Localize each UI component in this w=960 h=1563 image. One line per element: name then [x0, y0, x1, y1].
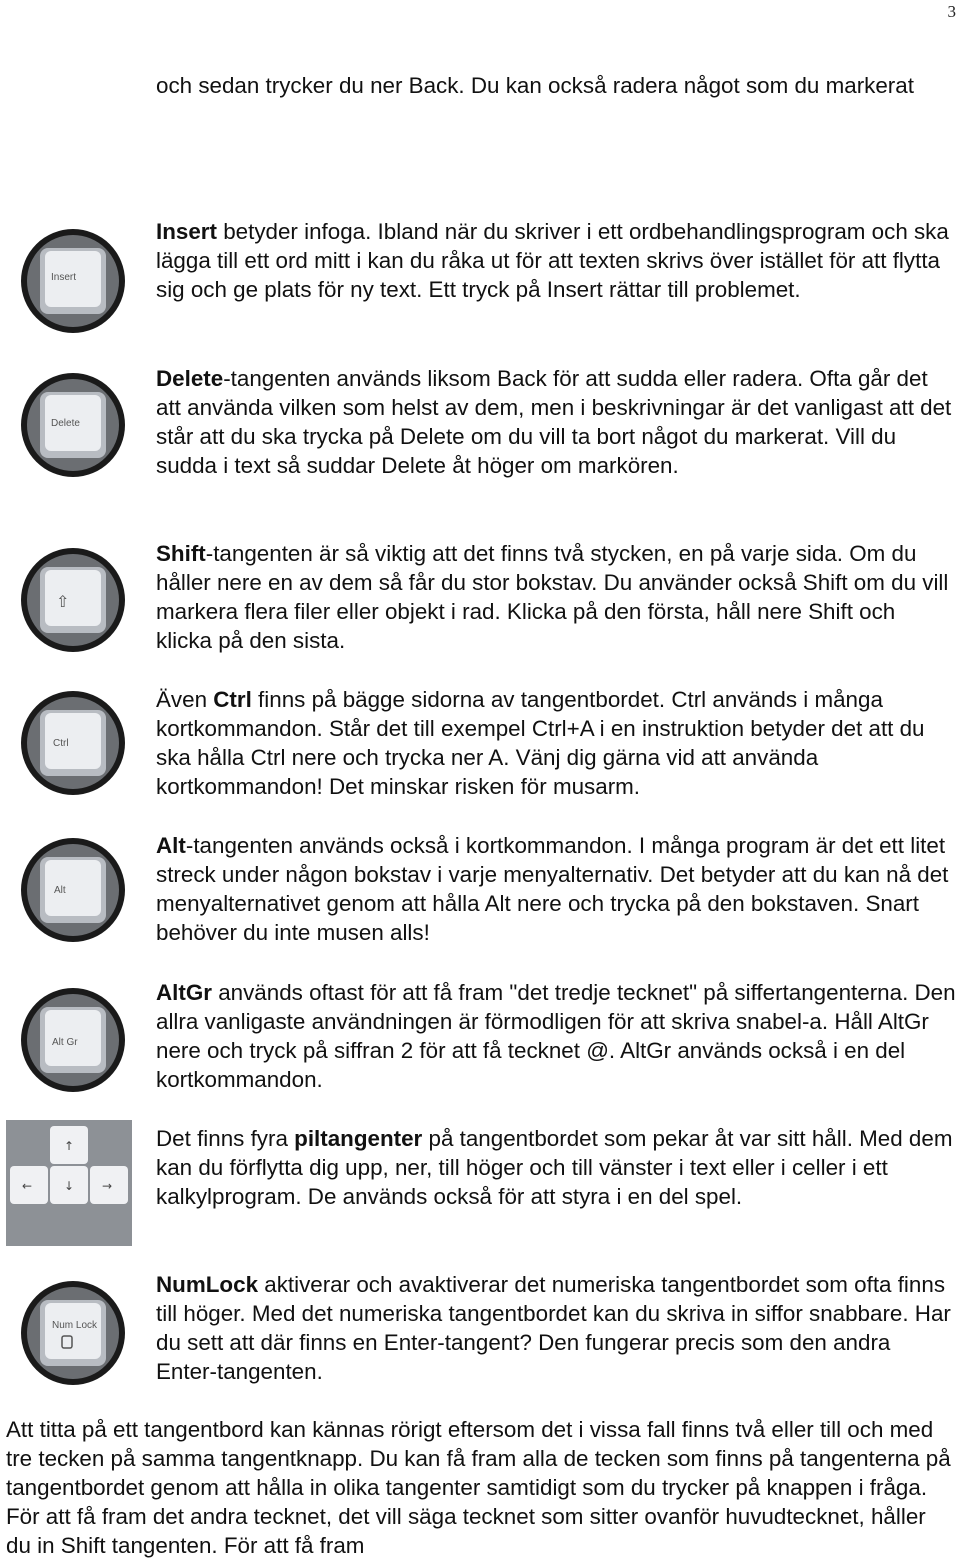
- numlock-key-label: Num Lock: [52, 1320, 98, 1331]
- left-arrow-icon: ←: [22, 1179, 33, 1193]
- shift-text: -tangenten är så viktig att det finns två stycken, en på varje sida. Om du håller nere en av dem så får du stor bokstav. Du använder också Shift om du vill markera flera filer eller objekt i rad. Klicka på den första, håll nere Shift och klicka på den sista.: [156, 541, 949, 653]
- altgr-key-label: Alt Gr: [52, 1037, 78, 1048]
- arrow-keys-icon: [6, 1120, 132, 1246]
- right-arrow-icon: →: [102, 1179, 113, 1193]
- intro-paragraph: och sedan trycker du ner Back. Du kan också radera något som du markerat: [156, 73, 914, 98]
- alt-key-label: Alt: [54, 885, 66, 896]
- delete-text: -tangenten används liksom Back för att sudda eller radera. Ofta går det att använda vilken som helst av dem, men i beskrivningar är det vanligast att det står att du ska trycka på Delete om du vill ta bort något du markerat. Vill du sudda i text så suddar Delete åt höger om markören.: [156, 366, 952, 478]
- insert-paragraph: [156, 217, 956, 304]
- numlock-term: NumLock: [156, 1272, 259, 1297]
- down-arrow-icon: ↓: [64, 1179, 75, 1193]
- ctrl-paragraph: [156, 685, 956, 801]
- alt-paragraph: [156, 831, 956, 947]
- delete-term: Delete: [156, 366, 224, 391]
- arrows-text: på tangentbordet som pekar åt var sitt håll. Med dem kan du förflytta dig upp, ner, till höger och till vänster i text eller i celler i ett kalkylprogram. De används också för att styra i en del spel.: [156, 1126, 953, 1209]
- insert-key-icon: [18, 226, 128, 336]
- shift-key-label: ⇧: [56, 592, 70, 611]
- ctrl-pre-text: Även: [156, 687, 214, 712]
- alt-text: -tangenten används också i kortkommandon. I många program är det ett litet streck under någon bokstav i varje menyalternativ. Det betyder att du kan nå det menyalternativet genom att hålla Alt nere och trycka på den bokstaven. Snart behöver du inte musen alls!: [156, 833, 949, 945]
- closing-paragraph: Att titta på ett tangentbord kan kännas rörigt eftersom det i vissa fall finns två eller till och med tre tecken på samma tangentknapp. Du kan få fram alla de tecken som finns på tangenterna på tangentbordet genom att hålla in olika tangenter samtidigt som du trycker på knappen i fråga. För att få fram det andra tecknet, det vill säga tecknet som sitter ovanför huvudtecknet, håller du in Shift tangenten. För att få fram: [6, 1417, 951, 1558]
- altgr-paragraph: [156, 978, 956, 1094]
- insert-key-label: Insert: [51, 272, 77, 283]
- insert-term: Insert: [156, 219, 217, 244]
- numlock-paragraph: [156, 1270, 956, 1386]
- page-number: 3: [947, 2, 956, 21]
- numlock-text: aktiverar och avaktiverar det numeriska tangentbordet som ofta finns till höger. Med det numeriska tangentbordet kan du skriva in siffor snabbare. Har du sett att där finns en Enter-tangent? Den fungerar precis som den andra Enter-tangenten.: [156, 1272, 951, 1384]
- shift-paragraph: [156, 539, 956, 655]
- alt-key-icon: [18, 835, 128, 945]
- delete-paragraph: [156, 364, 956, 480]
- altgr-text: används oftast för att få fram "det tredje tecknet" på siffertangenterna. Den allra vanligaste användningen är förmodligen för att skriva snabel-a. Håll AltGr nere och tryck på siffran 2 för att få tecknet @. AltGr används också i en del kortkommandon.: [156, 980, 956, 1092]
- ctrl-text: finns på bägge sidorna av tangentbordet. Ctrl används i många kortkommandon. Står det till exempel Ctrl+A i en instruktion betyder det att du ska hålla Ctrl nere och trycka ner A. Vänj dig gärna vid att använda kortkommandon! Det minskar risken för musarm.: [156, 687, 925, 799]
- shift-key-icon: [18, 545, 128, 655]
- delete-key-icon: [18, 370, 128, 480]
- delete-key-label: Delete: [51, 418, 80, 429]
- ctrl-term: Ctrl: [213, 687, 252, 712]
- altgr-term: AltGr: [156, 980, 212, 1005]
- arrows-term: piltangenter: [294, 1126, 423, 1151]
- arrows-pre-text: Det finns fyra: [156, 1126, 295, 1151]
- insert-text: betyder infoga. Ibland när du skriver i ett ordbehandlingsprogram och ska lägga till ett ord mitt i kan du råka ut för att texten skrivs över istället för att flytta sig och ge plats för ny text. Ett tryck på Insert rättar till problemet.: [156, 219, 949, 302]
- shift-term: Shift: [156, 541, 206, 566]
- altgr-key-icon: [18, 985, 128, 1095]
- numlock-key-icon: [18, 1278, 128, 1388]
- arrows-paragraph: [156, 1124, 956, 1211]
- alt-term: Alt: [156, 833, 186, 858]
- up-arrow-icon: ↑: [64, 1139, 75, 1153]
- ctrl-key-icon: [18, 688, 128, 798]
- ctrl-key-label: Ctrl: [53, 738, 69, 749]
